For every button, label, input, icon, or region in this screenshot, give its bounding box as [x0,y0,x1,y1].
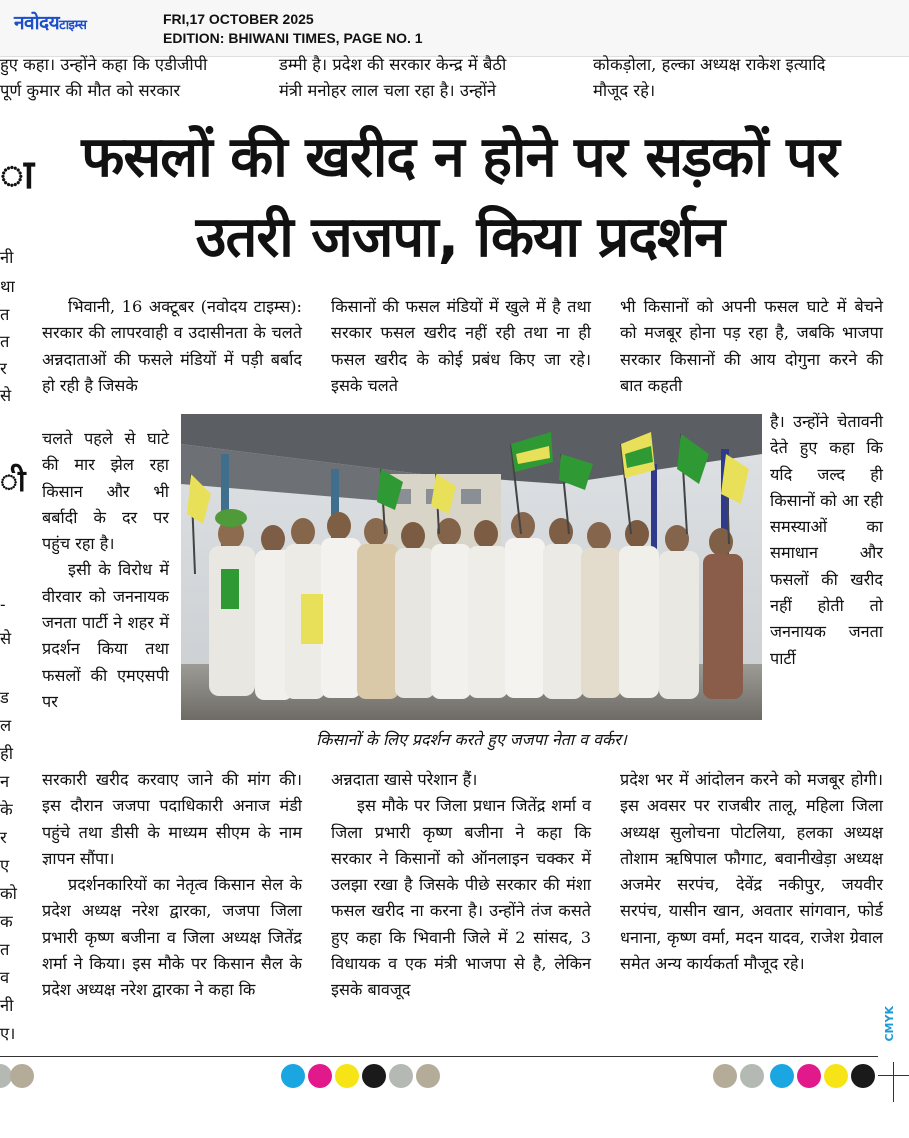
prev-story-left-line2: पूर्ण कुमार की मौत को सरकार [0,81,181,100]
edge-fragment: ी [0,464,26,499]
article-paragraph: इसी के विरोध में वीरवार को जननायक जनता पार्टी ने शहर में प्रदर्शन किया तथा फसलों की एमएसपी पर [42,560,169,711]
edition-info [163,10,423,48]
edge-fragment: ल [0,716,12,735]
edge-fragment: ड [0,688,9,707]
logo-main-text: नवोदय [14,12,60,34]
edge-fragment: त [0,940,10,959]
article-paragraph: सरकारी खरीद करवाए जाने की मांग की। इस दौरान जजपा पदाधिकारी अनाज मंडी पहुंचे तथा डीसी के माध्यम सीएम के नाम ज्ञापन सौंपा। [42,770,302,868]
article-paragraph: प्रदेश भर में आंदोलन करने को मजबूर होगी। इस अवसर पर राजबीर तालू, महिला जिला अध्यक्ष सुलोचना पोटलिया, हलका अध्यक्ष तोशाम ऋषिपाल फौगाट, बवानीखेड़ा अध्यक्ष अजमेर सरपंच, देवेंद्र नकीपुर, जयवीर सरपंच, यासीन खान, अवतार सांगवान, फोर्ड धनाना, कृष्ण वर्मा, मदन यादव, राजेश ग्रेवाल समेत अन्य कार्यकर्ता मौजूद रहे। [620,770,883,974]
registration-dot-tan [713,1064,737,1088]
page-header-bar [0,0,909,57]
crop-mark-vertical [893,1062,894,1102]
edge-fragment: ही [0,744,14,763]
edge-fragment: र [0,359,7,378]
edge-fragment: से [0,629,12,648]
edge-fragment: से [0,386,12,405]
prev-story-left-line1: हुए कहा। उन्होंने कहा कि एडीजीपी [0,55,208,74]
logo-sub-text: टाइम्स [59,18,87,33]
cmyk-label: CMYK [883,1006,896,1042]
article-headline: फसलों की खरीद न होने पर सड़कों पर उतरी जजपा, किया प्रदर्शन [81,125,839,270]
newspaper-logo[interactable] [14,9,86,35]
col3-narrow-text [770,409,883,672]
col1-bottom-text [42,767,302,1004]
col3-bottom-text [620,767,883,977]
article-paragraph: प्रदर्शनकारियों का नेतृत्व किसान सेल के प्रदेश अध्यक्ष नरेश द्वारका, जजपा जिला प्रभारी कृष्ण बजीना व जिला अध्यक्ष जितेंद्र शर्मा ने किया। इस मौके पर किसान सैल के प्रदेश अध्यक्ष नरेश द्वारका ने कहा कि [42,875,302,1000]
edge-fragment: नी [0,248,14,267]
edge-fragment: र [0,828,7,847]
edge-fragment: नी [0,996,14,1015]
edge-fragment: न [0,772,10,791]
col1-narrow-text [42,426,169,715]
protest-photo[interactable] [181,414,762,720]
edge-fragment: व [0,968,10,987]
edge-fragment: ा [0,152,35,198]
registration-dot-yellow [335,1064,359,1088]
registration-dot-cyan [770,1064,794,1088]
prev-story-right-line2: मौजूद रहे। [593,81,656,100]
col2-top-text [331,294,591,399]
registration-dot-black [362,1064,386,1088]
photo-caption: किसानों के लिए प्रदर्शन करते हुए जजपा नेता व वर्कर। [316,730,627,749]
registration-dot-gray [740,1064,764,1088]
registration-dot-magenta [308,1064,332,1088]
registration-dot [10,1064,34,1088]
edge-fragment: था [0,277,15,296]
edge-fragment: ए। [0,1024,16,1043]
col1-top-text [42,294,302,399]
prev-story-mid-line2: मंत्री मनोहर लाल चला रहा है। उन्होंने [279,81,497,100]
edge-fragment: को [0,884,17,903]
registration-dot-gray [389,1064,413,1088]
registration-dot-yellow [824,1064,848,1088]
edge-fragment: त [0,332,10,351]
edge-fragment: - [0,595,6,614]
edge-fragment: क [0,912,13,931]
col2-bottom-text [331,767,591,1004]
col3-top-text [620,294,883,399]
registration-dot-tan [416,1064,440,1088]
bottom-rule [0,1056,878,1057]
article-paragraph: अन्नदाता खासे परेशान हैं। [331,770,478,789]
registration-dot-magenta [797,1064,821,1088]
edge-fragment: के [0,800,13,819]
edge-fragment: ए [0,856,10,875]
article-paragraph: चलते पहले से घाटे की मार झेल रहा किसान और भी बर्बादी के दर पर पहुंच रहा है। [42,429,169,554]
registration-dot-black [851,1064,875,1088]
registration-dot-cyan [281,1064,305,1088]
article-paragraph: इस मौके पर जिला प्रधान जितेंद्र शर्मा व जिला प्रभारी कृष्ण बजीना ने कहा कि सरकार ने किसानों को ऑनलाइन चक्कर में उलझा रखा है जिसके पीछे सरकार की मंशा फसल खरीद ना करना है। उन्होंने तंज कसते हुए कहा कि भिवानी जिले में 2 सांसद, 3 विधायक व एक मंत्री भाजपा से है, लेकिन इसके बावजूद [331,796,591,1000]
prev-story-right-line1: कोकड़ोला, हल्का अध्यक्ष राकेश इत्यादि [593,55,826,74]
article-paragraph: भी किसानों को अपनी फसल घाटे में बेचने को मजबूर होना पड़ रहा है, जबकि भाजपा सरकार किसानों की आय दोगुना करने की बात कहती [620,297,883,395]
article-paragraph: भिवानी, 16 अक्टूबर (नवोदय टाइम्स): सरकार की लापरवाही व उदासीनता के चलते अन्नदाताओं की फसले मंडियों में पड़ी बर्बाद हो रही है जिसके [42,297,302,395]
protest-photo-illustration [181,414,762,720]
article-paragraph: किसानों की फसल मंडियों में खुले में है तथा सरकार फसल खरीद नहीं रही तथा ना ही फसल खरीद के कोई प्रबंध किए जा रहे। इसके चलते [331,297,591,395]
edge-fragment: त [0,305,10,324]
edition-page-label: EDITION: BHIWANI TIMES, PAGE NO. 1 [163,30,423,46]
prev-story-mid-line1: डम्मी है। प्रदेश की सरकार केन्द्र में बैठी [279,55,507,74]
article-paragraph: है। उन्होंने चेतावनी देते हुए कहा कि यदि जल्द ही किसानों को आ रही समस्याओं का समाधान और फसलों की खरीद नहीं होती तो जननायक जनता पार्टी [770,412,883,668]
issue-date: FRI,17 OCTOBER 2025 [163,11,314,27]
